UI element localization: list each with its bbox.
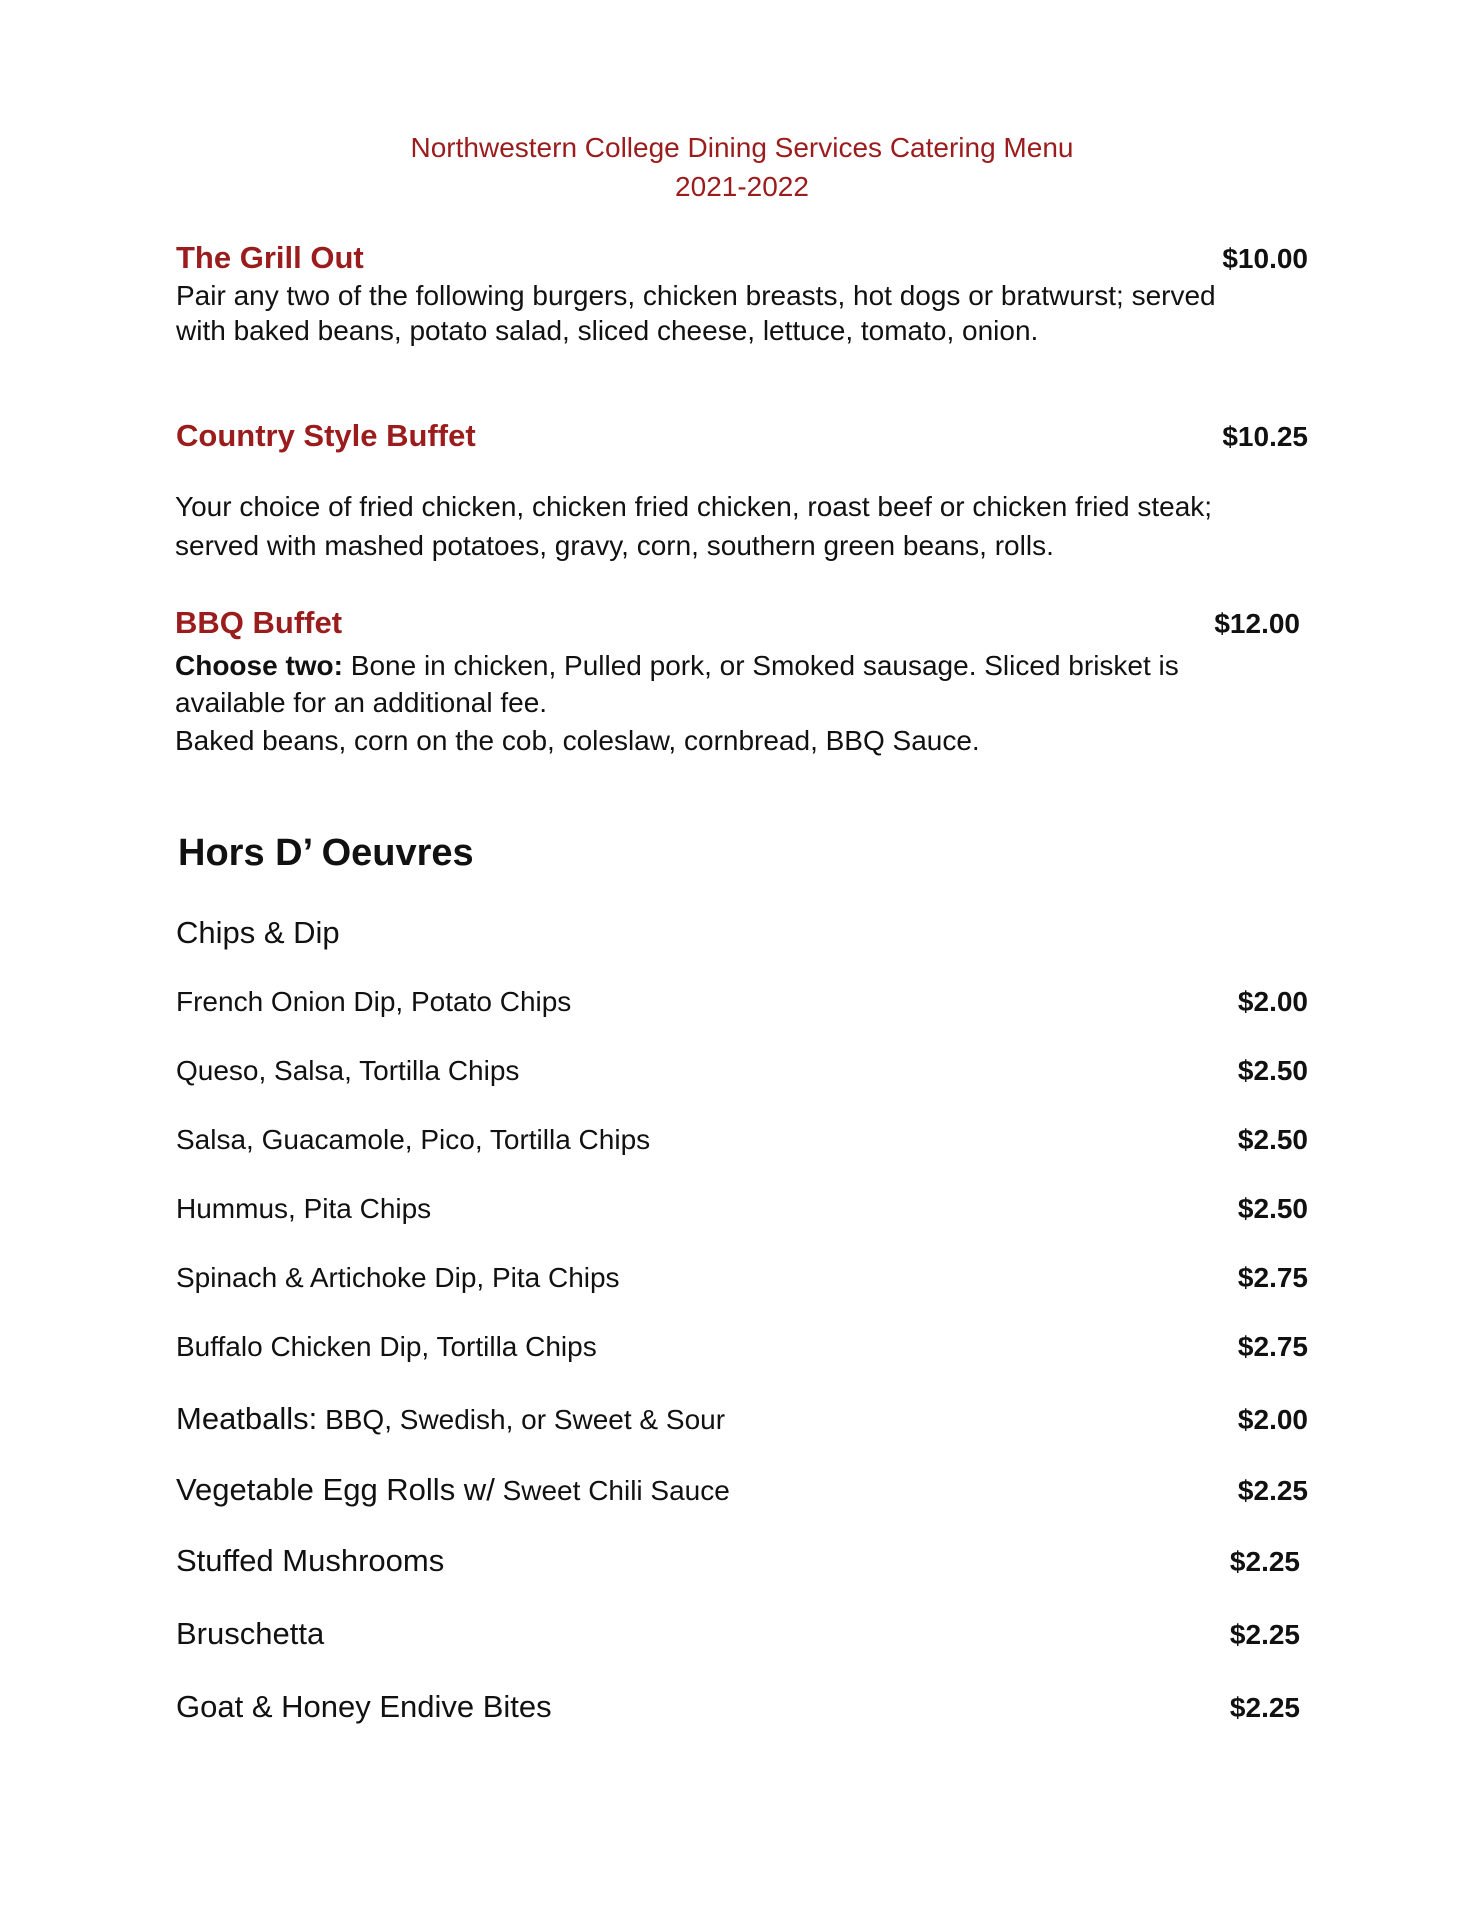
section-price-bbq-buffet: $12.00 <box>1214 608 1300 639</box>
section-title-country-buffet: Country Style Buffet <box>176 418 476 453</box>
item-name <box>176 1401 725 1437</box>
item-name: Spinach & Artichoke Dip, Pita Chips <box>176 1262 620 1293</box>
chips-dip-subheading: Chips & Dip <box>176 915 340 950</box>
item-name: Buffalo Chicken Dip, Tortilla Chips <box>176 1331 597 1362</box>
choose-two-label: Choose two: <box>175 650 343 681</box>
item-name-main: Vegetable Egg Rolls w/ <box>176 1472 495 1507</box>
item-price: $2.00 <box>1237 1404 1308 1435</box>
item-name: Queso, Salsa, Tortilla Chips <box>176 1055 520 1086</box>
hors-doeuvres-heading: Hors D’ Oeuvres <box>178 832 474 874</box>
section-desc-bbq-buffet-line2: available for an additional fee. <box>175 687 548 718</box>
item-price: $2.25 <box>1229 1619 1300 1650</box>
menu-title: Northwestern College Dining Services Catering Menu <box>410 132 1074 163</box>
item-name: Goat & Honey Endive Bites <box>176 1689 552 1724</box>
item-price: $2.50 <box>1237 1055 1308 1086</box>
section-price-grill-out: $10.00 <box>1222 243 1308 274</box>
item-name <box>176 1472 730 1508</box>
item-name: Hummus, Pita Chips <box>176 1193 432 1224</box>
section-desc-grill-out-line1: Pair any two of the following burgers, chicken breasts, hot dogs or bratwurst; served <box>176 280 1216 311</box>
section-title-bbq-buffet: BBQ Buffet <box>175 605 343 640</box>
menu-year: 2021-2022 <box>675 171 809 202</box>
section-desc-country-buffet-line1: Your choice of fried chicken, chicken fried chicken, roast beef or chicken fried steak; <box>175 491 1213 522</box>
item-price: $2.00 <box>1237 986 1308 1017</box>
item-price: $2.25 <box>1229 1692 1300 1723</box>
item-name: Salsa, Guacamole, Pico, Tortilla Chips <box>176 1124 651 1155</box>
section-price-country-buffet: $10.25 <box>1222 421 1308 452</box>
section-desc-bbq-buffet-line1 <box>175 648 1179 683</box>
item-name: Stuffed Mushrooms <box>176 1543 445 1578</box>
item-price: $2.50 <box>1237 1124 1308 1155</box>
section-desc-country-buffet-line2: served with mashed potatoes, gravy, corn, southern green beans, rolls. <box>175 530 1054 561</box>
item-name-detail: BBQ, Swedish, or Sweet & Sour <box>317 1404 726 1435</box>
item-name: Bruschetta <box>176 1616 325 1651</box>
section-title-grill-out: The Grill Out <box>176 240 364 275</box>
item-price: $2.50 <box>1237 1193 1308 1224</box>
item-name: French Onion Dip, Potato Chips <box>176 986 572 1017</box>
item-name-main: Meatballs: <box>176 1401 318 1436</box>
item-price: $2.25 <box>1237 1475 1308 1506</box>
item-price: $2.25 <box>1229 1546 1300 1577</box>
item-price: $2.75 <box>1237 1262 1308 1293</box>
item-name-detail: Sweet Chili Sauce <box>494 1475 730 1506</box>
item-price: $2.75 <box>1237 1331 1308 1362</box>
bbq-choices-text: Bone in chicken, Pulled pork, or Smoked sausage. Sliced brisket is <box>343 650 1179 681</box>
section-desc-bbq-buffet-line3: Baked beans, corn on the cob, coleslaw, cornbread, BBQ Sauce. <box>175 725 980 756</box>
section-desc-grill-out-line2: with baked beans, potato salad, sliced cheese, lettuce, tomato, onion. <box>176 315 1039 346</box>
